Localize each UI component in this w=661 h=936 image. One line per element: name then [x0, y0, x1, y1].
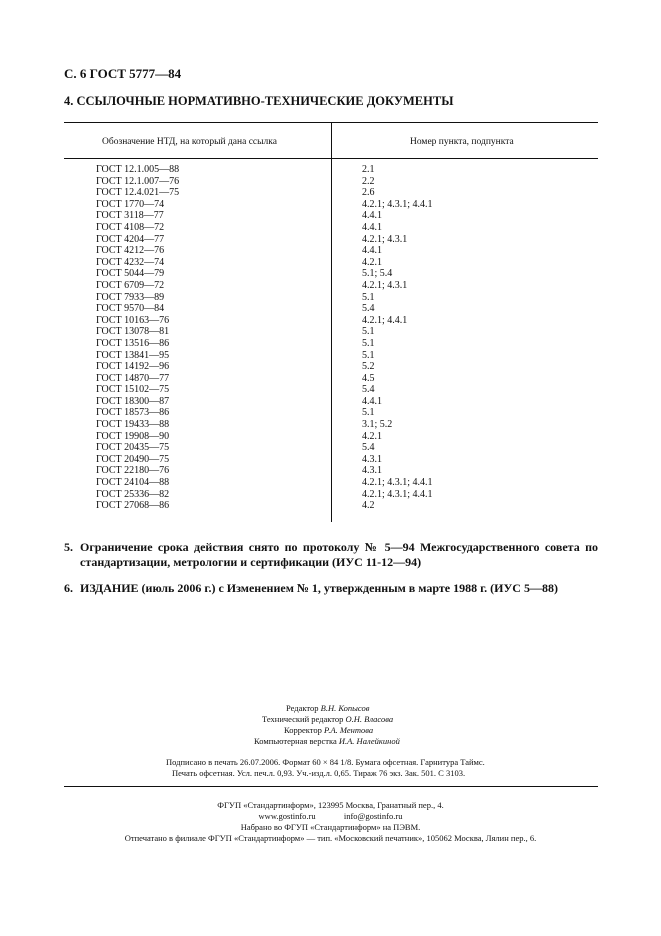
imprint-bottom-rule	[64, 786, 598, 787]
reference-table-rows	[0, 164, 661, 512]
website: www.gostinfo.ru	[258, 811, 316, 821]
table-cell-standard: ГОСТ 4108—72	[96, 221, 165, 233]
corrector-name: Р.А. Ментова	[324, 725, 374, 735]
table-cell-clause: 5.1	[362, 337, 375, 349]
imprint-tech-editor	[262, 714, 393, 724]
table-row	[0, 384, 661, 396]
table-cell-clause: 4.3.1	[362, 465, 382, 477]
table-cell-clause: 5.2	[362, 361, 375, 373]
table-row	[0, 234, 661, 246]
layout-label: Компьютерная верстка	[254, 736, 337, 746]
table-cell-standard: ГОСТ 4212—76	[96, 245, 165, 257]
table-cell-standard: ГОСТ 25336—82	[96, 488, 170, 500]
table-cell-clause: 5.1	[362, 326, 375, 338]
table-cell-standard: ГОСТ 20435—75	[96, 442, 170, 454]
tech-editor-name: О.Н. Власова	[345, 714, 394, 724]
tech-editor-label: Технический редактор	[262, 714, 344, 724]
table-cell-standard: ГОСТ 18573—86	[96, 407, 170, 419]
imprint-layout	[254, 736, 400, 746]
note-5	[64, 540, 598, 570]
table-row	[0, 315, 661, 327]
table-cell-clause: 4.2.1; 4.3.1	[362, 279, 408, 291]
table-row	[0, 176, 661, 188]
note-6	[64, 581, 598, 596]
table-row	[0, 280, 661, 292]
table-cell-standard: ГОСТ 4232—74	[96, 256, 165, 268]
corrector-label: Корректор	[284, 725, 322, 735]
table-cell-standard: ГОСТ 24104—88	[96, 477, 170, 489]
note-5-number: 5.	[64, 540, 73, 554]
imprint-printed-line: Отпечатано в филиале ФГУП «Стандартинформ» — тип. «Московский печатник», 105062 Москва, Лялин пер., 6.	[124, 833, 537, 843]
imprint-contacts	[0, 811, 661, 821]
table-cell-standard: ГОСТ 22180—76	[96, 465, 170, 477]
table-cell-clause: 5.4	[362, 384, 375, 396]
table-cell-clause: 4.4.1	[362, 210, 382, 222]
table-header-rule	[64, 158, 598, 159]
table-row	[0, 477, 661, 489]
table-cell-clause: 4.2.1; 4.3.1; 4.4.1	[362, 488, 433, 500]
note-6-text: ИЗДАНИЕ (июль 2006 г.) с Изменением № 1, утвержденным в марте 1988 г. (ИУС 5—88)	[80, 581, 558, 595]
table-cell-standard: ГОСТ 7933—89	[96, 291, 165, 303]
table-cell-clause: 4.4.1	[362, 395, 382, 407]
table-row	[0, 500, 661, 512]
note-6-number: 6.	[64, 581, 73, 595]
table-cell-clause: 3.1; 5.2	[362, 419, 393, 431]
column-header-clause: Номер пункта, подпункта	[410, 137, 514, 147]
imprint-publisher-line: ФГУП «Стандартинформ», 123995 Москва, Гранатный пер., 4.	[217, 800, 444, 810]
table-cell-clause: 4.2.1	[362, 430, 382, 442]
table-cell-clause: 5.4	[362, 303, 375, 315]
table-row	[0, 489, 661, 501]
table-row	[0, 419, 661, 431]
table-cell-standard: ГОСТ 20490—75	[96, 453, 170, 465]
table-cell-standard: ГОСТ 15102—75	[96, 384, 170, 396]
table-cell-clause: 2.1	[362, 164, 375, 175]
table-cell-standard: ГОСТ 12.1.007—76	[96, 175, 180, 187]
table-cell-clause: 4.4.1	[362, 245, 382, 257]
table-row	[0, 187, 661, 199]
table-cell-standard: ГОСТ 19908—90	[96, 430, 170, 442]
table-cell-standard: ГОСТ 12.1.005—88	[96, 164, 180, 175]
table-row	[0, 245, 661, 257]
table-cell-clause: 4.3.1	[362, 453, 382, 465]
table-cell-clause: 4.5	[362, 372, 375, 384]
table-cell-clause: 2.6	[362, 187, 375, 199]
table-row	[0, 164, 661, 176]
table-row	[0, 361, 661, 373]
table-cell-standard: ГОСТ 12.4.021—75	[96, 187, 180, 199]
table-cell-clause: 5.1; 5.4	[362, 268, 393, 280]
table-row	[0, 292, 661, 304]
table-row	[0, 268, 661, 280]
column-header-document: Обозначение НТД, на который дана ссылка	[102, 137, 277, 147]
table-cell-clause: 5.1	[362, 291, 375, 303]
table-cell-standard: ГОСТ 6709—72	[96, 279, 165, 291]
table-cell-clause: 5.1	[362, 349, 375, 361]
table-row	[0, 199, 661, 211]
table-cell-standard: ГОСТ 4204—77	[96, 233, 165, 245]
table-cell-clause: 4.4.1	[362, 221, 382, 233]
imprint-signed-line: Подписано в печать 26.07.2006. Формат 60 × 84 1/8. Бумага офсетная. Гарнитура Таймс.	[166, 757, 485, 767]
table-row	[0, 338, 661, 350]
table-row	[0, 222, 661, 234]
table-cell-standard: ГОСТ 3118—77	[96, 210, 164, 222]
table-cell-clause: 2.2	[362, 175, 375, 187]
table-cell-standard: ГОСТ 27068—86	[96, 500, 170, 512]
table-row	[0, 454, 661, 466]
table-cell-standard: ГОСТ 13078—81	[96, 326, 170, 338]
table-row	[0, 465, 661, 477]
note-5-text: Ограничение срока действия снято по протоколу № 5—94 Межгосударственного совета по стандартизации, метрологии и сертификации (ИУС 11-12—94)	[80, 540, 598, 569]
imprint-typeset-line: Набрано во ФГУП «Стандартинформ» на ПЭВМ.	[240, 822, 421, 832]
table-cell-standard: ГОСТ 13841—95	[96, 349, 170, 361]
table-cell-clause: 4.2	[362, 500, 375, 512]
table-row	[0, 431, 661, 443]
table-row	[0, 303, 661, 315]
table-row	[0, 257, 661, 269]
table-cell-standard: ГОСТ 1770—74	[96, 198, 165, 210]
page-header: С. 6 ГОСТ 5777—84	[64, 66, 182, 81]
editor-label: Редактор	[286, 703, 319, 713]
table-cell-standard: ГОСТ 10163—76	[96, 314, 170, 326]
table-cell-standard: ГОСТ 5044—79	[96, 268, 165, 280]
table-row	[0, 326, 661, 338]
table-row	[0, 442, 661, 454]
editor-name: В.Н. Копысов	[320, 703, 370, 713]
table-row	[0, 350, 661, 362]
table-row	[0, 396, 661, 408]
table-cell-clause: 5.4	[362, 442, 375, 454]
table-row	[0, 407, 661, 419]
imprint-editor	[286, 703, 369, 713]
table-cell-standard: ГОСТ 13516—86	[96, 337, 170, 349]
table-cell-standard: ГОСТ 18300—87	[96, 395, 170, 407]
table-cell-clause: 4.2.1; 4.3.1	[362, 233, 408, 245]
table-cell-clause: 4.2.1; 4.3.1; 4.4.1	[362, 198, 433, 210]
table-cell-clause: 4.2.1; 4.4.1	[362, 314, 408, 326]
layout-name: И.А. Налейкиной	[338, 736, 400, 746]
imprint-print-line: Печать офсетная. Усл. печ.л. 0,93. Уч.-изд.л. 0,65. Тираж 76 экз. Зак. 501. С 3103.	[172, 768, 466, 778]
table-row	[0, 373, 661, 385]
table-cell-standard: ГОСТ 9570—84	[96, 303, 165, 315]
email: info@gostinfo.ru	[343, 811, 403, 821]
table-cell-clause: 5.1	[362, 407, 375, 419]
imprint-corrector	[284, 725, 373, 735]
table-cell-clause: 4.2.1	[362, 256, 382, 268]
table-cell-clause: 4.2.1; 4.3.1; 4.4.1	[362, 477, 433, 489]
table-cell-standard: ГОСТ 14870—77	[96, 372, 170, 384]
table-cell-standard: ГОСТ 14192—96	[96, 361, 170, 373]
section-4-title: 4. ССЫЛОЧНЫЕ НОРМАТИВНО-ТЕХНИЧЕСКИЕ ДОКУМЕНТЫ	[64, 94, 454, 108]
table-row	[0, 210, 661, 222]
table-cell-standard: ГОСТ 19433—88	[96, 419, 170, 431]
